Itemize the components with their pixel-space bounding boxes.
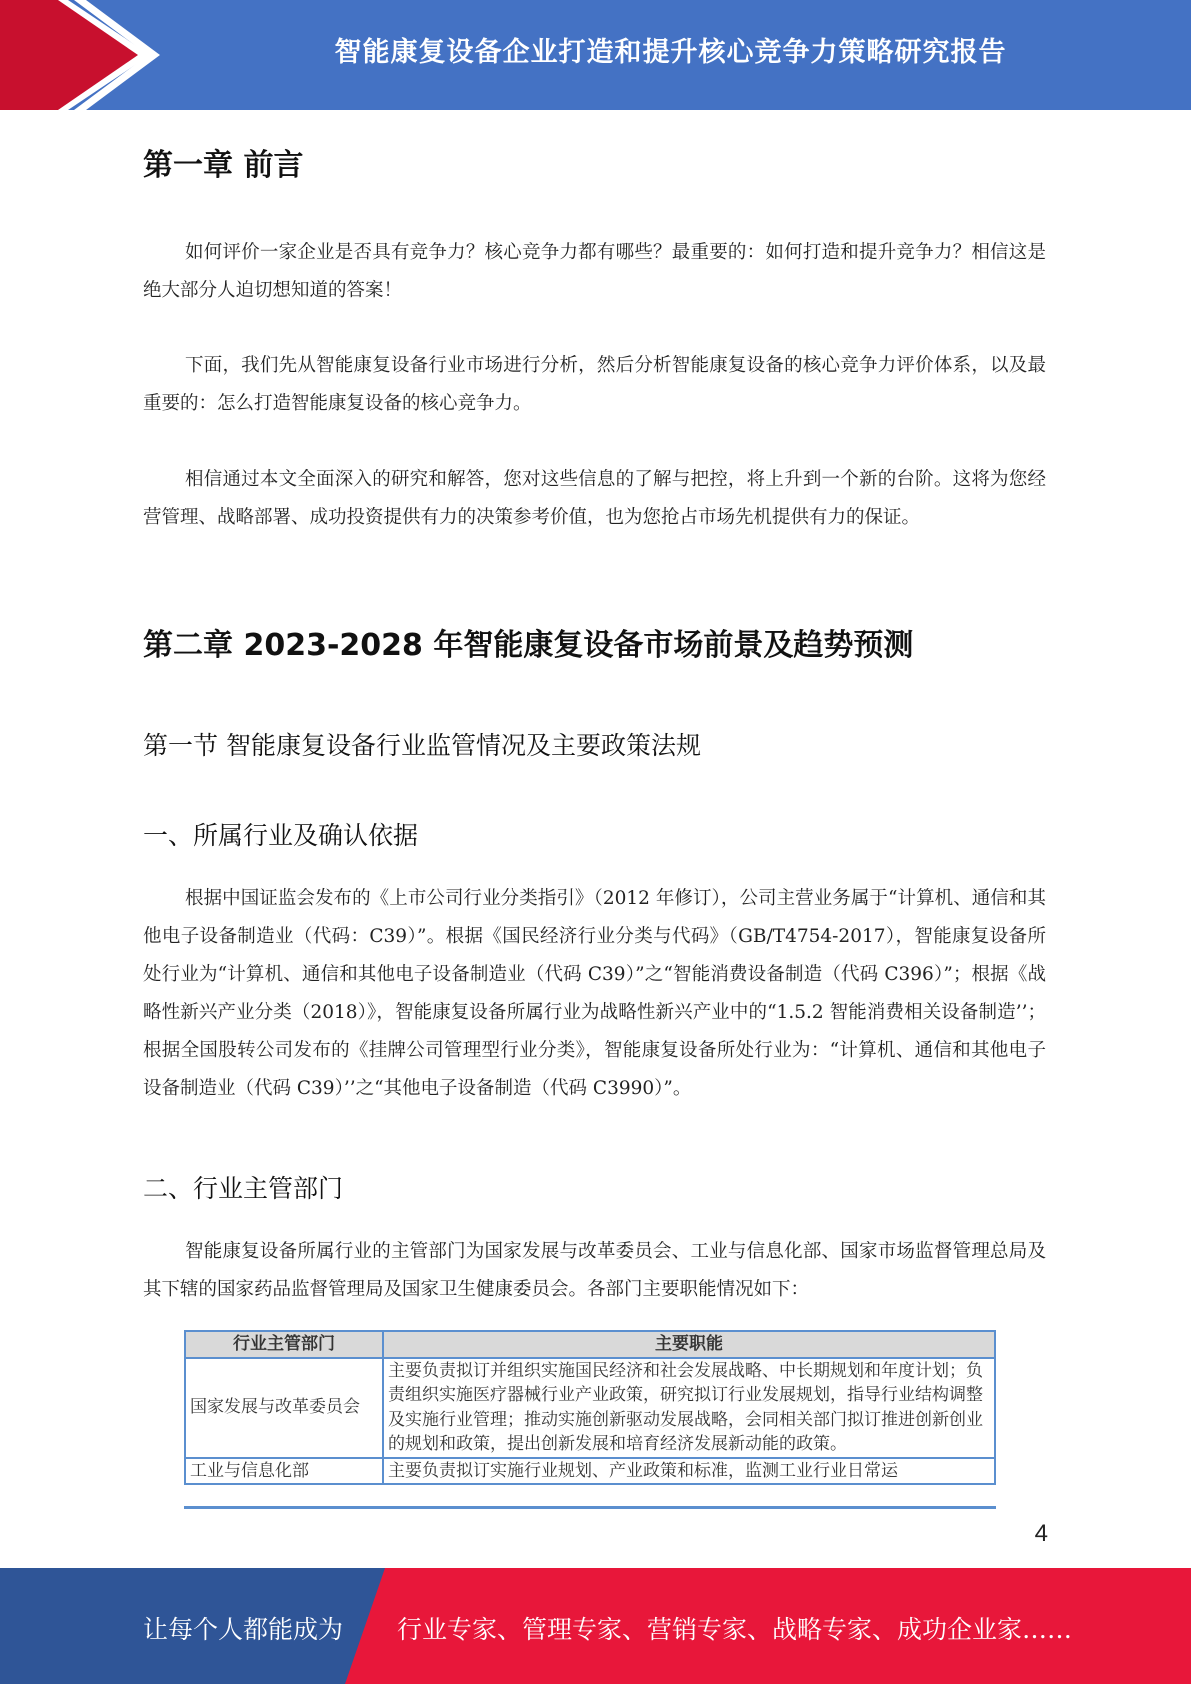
duties-table-container [180, 1326, 1002, 1508]
department-duties-table [184, 1330, 996, 1485]
header-bar [0, 0, 1191, 110]
footer-bar [0, 1568, 1191, 1684]
report-title: 智能康复设备企业打造和提升核心竞争力策略研究报告 [334, 37, 1007, 68]
footer-slogan-right: 行业专家、管理专家、营销专家、战略专家、成功企业家…… [397, 1615, 1073, 1644]
paragraph: 相信通过本文全面深入的研究和解答，您对这些信息的了解与把控，将上升到一个新的台阶。这将为您经营管理、战略部署、成功投资提供有力的决策参考价值，也为您抢占市场先机提供有力的保证。 [143, 469, 1046, 528]
table-row [185, 1358, 995, 1458]
table-cell-department: 工业与信息化部 [185, 1458, 383, 1485]
table-row [185, 1458, 995, 1485]
header-arrow-decoration [0, 0, 160, 110]
section-1-title: 第一节 智能康复设备行业监管情况及主要政策法规 [143, 731, 701, 760]
paragraph: 如何评价一家企业是否具有竞争力？核心竞争力都有哪些？最重要的：如何打造和提升竞争力？相信这是绝大部分人迫切想知道的答案！ [143, 242, 1046, 301]
table-cell-duty: 主要负责拟订并组织实施国民经济和社会发展战略、中长期规划和年度计划；负责组织实施医疗器械行业产业政策，研究拟订行业发展规划，指导行业结构调整及实施行业管理；推动实施创新驱动发展战略，会同相关部门拟订推进创新创业的规划和政策，提出创新发展和培育经济发展新动能的政策。 [383, 1358, 995, 1458]
chapter-1-title: 第一章 前言 [143, 148, 304, 183]
table-header-cell: 主要职能 [383, 1331, 995, 1358]
paragraph: 下面，我们先从智能康复设备行业市场进行分析，然后分析智能康复设备的核心竞争力评价体系，以及最重要的：怎么打造智能康复设备的核心竞争力。 [143, 355, 1046, 414]
table-cell-department: 国家发展与改革委员会 [185, 1358, 383, 1458]
subsection-1-title: 一、所属行业及确认依据 [143, 821, 419, 850]
subsection-2-title: 二、行业主管部门 [143, 1174, 344, 1203]
footer-slogan-left: 让每个人都能成为 [143, 1615, 344, 1644]
table-header-cell: 行业主管部门 [185, 1331, 383, 1358]
paragraph: 根据中国证监会发布的《上市公司行业分类指引》（2012 年修订），公司主营业务属于“计算机、通信和其他电子设备制造业（代码：C39）”。根据《国民经济行业分类与代码》（GB/T4754-2017），智能康复设备所处行业为“计算机、通信和其他电子设备制造业（代码 C39）”之“智能消费设备制造（代码 C396）”；根据《战略性新兴产业分类（2018）》，智能康复设备所属行业为战略性新兴产业中的“1.5.2 智能消费相关设备制造’’；根据全国股转公司发布的《挂牌公司管理型行业分类》，智能康复设备所处行业为：“计算机、通信和其他电子设备制造业（代码 C39）’’之“其他电子设备制造（代码 C3990）”。 [143, 888, 1046, 1099]
chapter-2-title: 第二章 2023-2028 年智能康复设备市场前景及趋势预测 [143, 628, 914, 663]
paragraph: 智能康复设备所属行业的主管部门为国家发展与改革委员会、工业与信息化部、国家市场监督管理总局及其下辖的国家药品监督管理局及国家卫生健康委员会。各部门主要职能情况如下： [143, 1241, 1046, 1300]
table-bottom-border [184, 1506, 996, 1509]
page-number: 4 [1034, 1520, 1048, 1547]
table-cell-duty: 主要负责拟订实施行业规划、产业政策和标准，监测工业行业日常运 [383, 1458, 995, 1485]
table-header-row [185, 1331, 995, 1358]
